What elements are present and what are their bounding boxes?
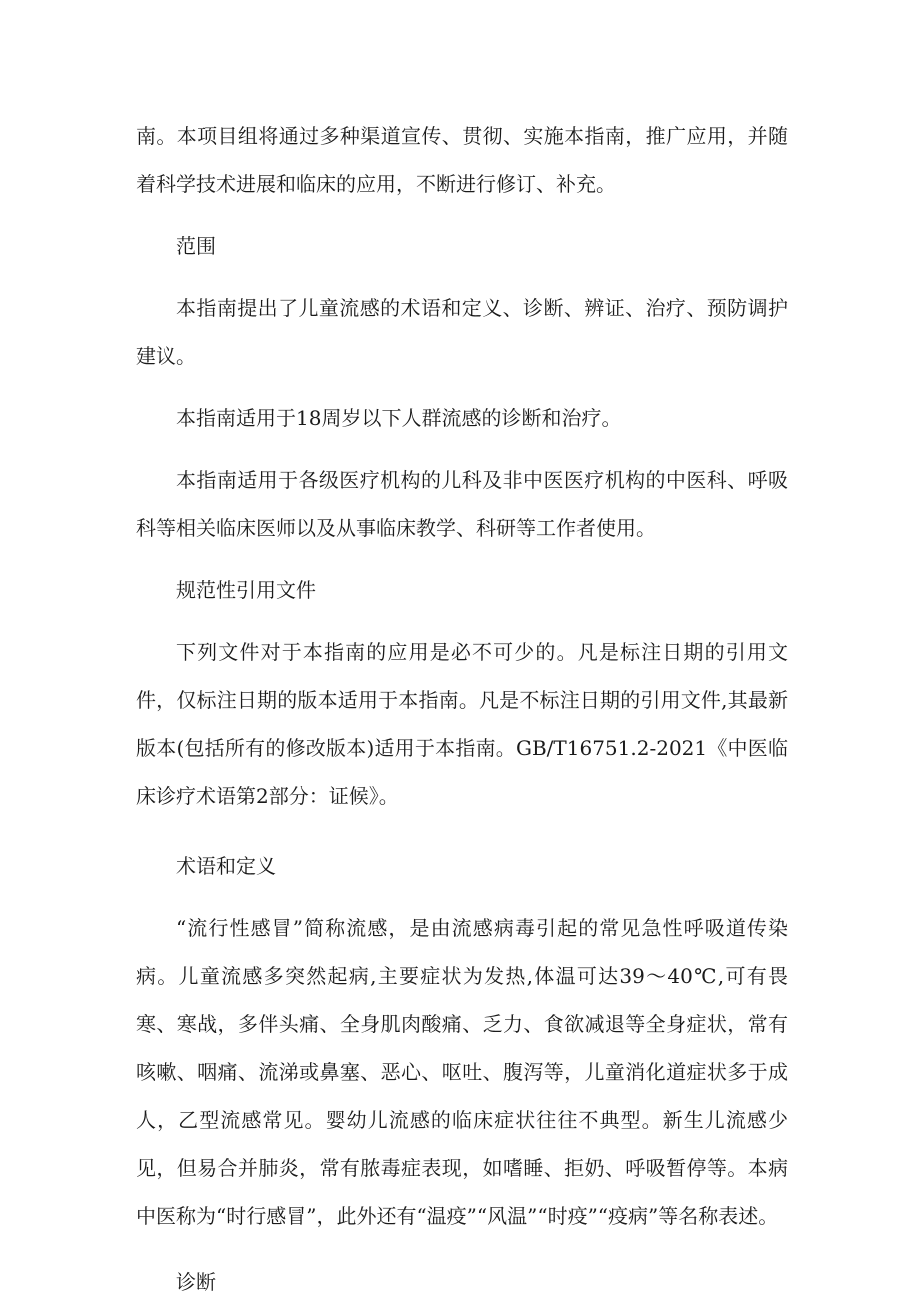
paragraph-scope-1: 本指南提出了儿童流感的术语和定义、诊断、辨证、治疗、预防调护建议。	[136, 296, 788, 368]
paragraph-scope-2: 本指南适用于18周岁以下人群流感的诊断和治疗。	[176, 406, 622, 430]
section-heading-references: 规范性引用文件	[176, 578, 316, 602]
section-heading-scope: 范围	[176, 234, 216, 258]
document-body	[136, 112, 788, 1306]
paragraph-references-1: 下列文件对于本指南的应用是必不可少的。凡是标注日期的引用文件，仅标注日期的版本适用于本指南。凡是不标注日期的引用文件,其最新版本(包括所有的修改版本)适用于本指南。GB/T16751.2-2021《中医临床诊疗术语第2部分：证候》。	[136, 640, 788, 808]
section-heading-diagnosis: 诊断	[176, 1270, 216, 1294]
paragraph-intro-continuation: 南。本项目组将通过多种渠道宣传、贯彻、实施本指南，推广应用，并随着科学技术进展和临床的应用，不断进行修订、补充。	[136, 124, 788, 196]
paragraph-scope-3: 本指南适用于各级医疗机构的儿科及非中医医疗机构的中医科、呼吸科等相关临床医师以及从事临床教学、科研等工作者使用。	[136, 468, 788, 540]
paragraph-terms-1: “流行性感冒”简称流感，是由流感病毒引起的常见急性呼吸道传染病。儿童流感多突然起病,主要症状为发热,体温可达39～40℃,可有畏寒、寒战，多伴头痛、全身肌肉酸痛、乏力、食欲减退等全身症状，常有咳嗽、咽痛、流涕或鼻塞、恶心、呕吐、腹泻等，儿童消化道症状多于成人，乙型流感常见。婴幼儿流感的临床症状往往不典型。新生儿流感少见，但易合并肺炎，常有脓毒症表现，如嗜睡、拒奶、呼吸暂停等。本病中医称为“时行感冒”，此外还有“温疫”“风温”“时疫”“疫病”等名称表述。	[136, 916, 788, 1228]
section-heading-terms: 术语和定义	[176, 854, 276, 878]
